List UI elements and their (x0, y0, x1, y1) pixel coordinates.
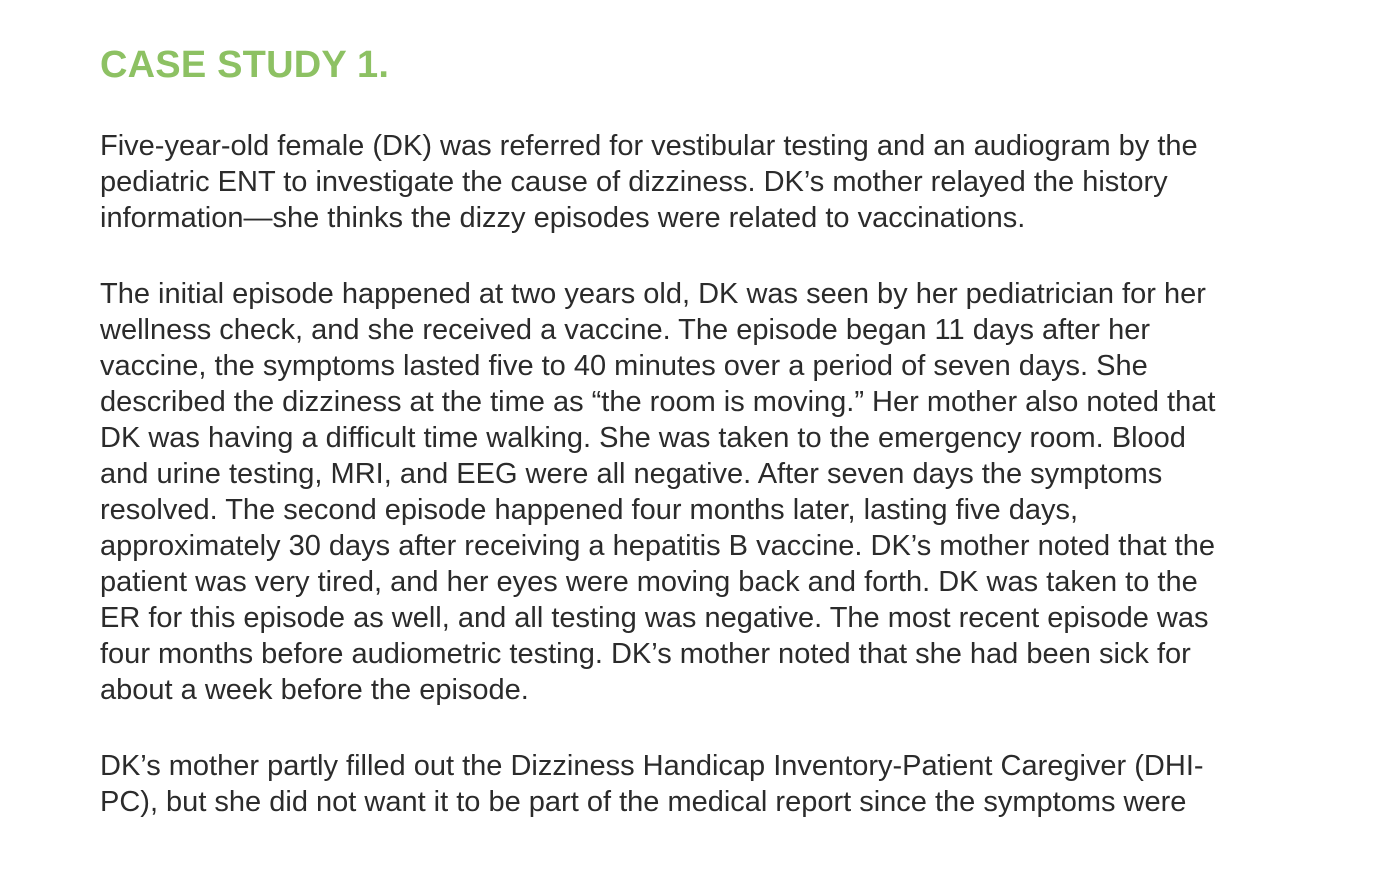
paragraph-episode-history: The initial episode happened at two years old, DK was seen by her pediatrician for her wellness check, and she received a vaccine. The episode began 11 days after her vaccine, the symptoms lasted five to 40 minutes over a period of seven days. She described the dizziness at the time as “the room is moving.” Her mother also noted that DK was having a difficult time walking. She was taken to the emergency room. Blood and urine testing, MRI, and EEG were all negative. After seven days the symptoms resolved. The second episode happened four months later, lasting five days, approximately 30 days after receiving a hepatitis B vaccine. DK’s mother noted that the patient was very tired, and her eyes were moving back and forth. DK was taken to the ER for this episode as well, and all testing was negative. The most recent episode was four months before audiometric testing. DK’s mother noted that she had been sick for about a week before the episode. (100, 278, 1216, 706)
case-study-heading: CASE STUDY 1. (100, 44, 390, 86)
paragraph-referral: Five-year-old female (DK) was referred for vestibular testing and an audiogram by the pediatric ENT to investigate the cause of dizziness. DK’s mother relayed the history information—she thinks the dizzy episodes were related to vaccinations. (100, 130, 1198, 234)
paragraph-dhi-pc: DK’s mother partly filled out the Dizziness Handicap Inventory-Patient Caregiver (DHI- PC), but she did not want it to be part of the medical report since the symptoms were (100, 750, 1204, 818)
document-page (100, 42, 1330, 820)
